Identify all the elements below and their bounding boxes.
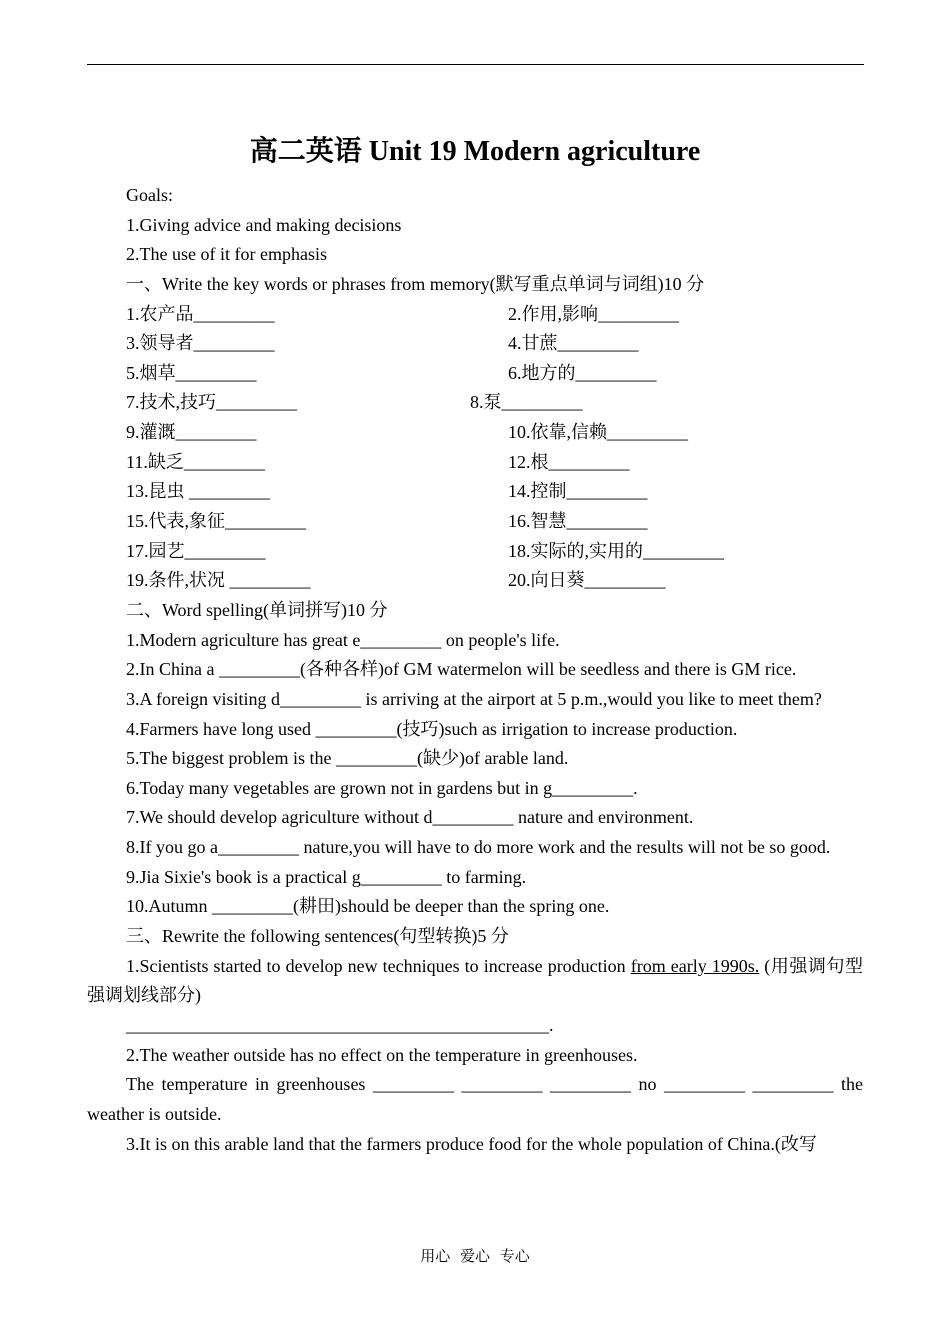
header-rule bbox=[87, 64, 864, 65]
vocab-item: 1.农产品_________ bbox=[126, 303, 275, 324]
spelling-item: 1.Modern agriculture has great e_________ on people's life. bbox=[126, 629, 560, 650]
section3-heading: 三、Rewrite the following sentences(句型转换)5 分 bbox=[126, 926, 509, 947]
vocab-item: 13.昆虫 _________ bbox=[126, 481, 270, 502]
document-body bbox=[87, 181, 863, 1159]
vocab-item: 16.智慧_________ bbox=[508, 511, 648, 532]
spelling-item: 9.Jia Sixie's book is a practical g_________ to farming. bbox=[126, 866, 527, 887]
vocab-item: 15.代表,象征_________ bbox=[126, 511, 306, 532]
section1-heading: 一、Write the key words or phrases from memory(默写重点单词与词组)10 分 bbox=[126, 273, 705, 294]
vocab-item: 17.园艺_________ bbox=[126, 540, 266, 561]
vocab-item: 7.技术,技巧_________ bbox=[126, 392, 297, 413]
vocab-item: 20.向日葵_________ bbox=[508, 570, 666, 591]
vocab-item: 4.甘蔗_________ bbox=[508, 333, 639, 354]
underlined-phrase: from early 1990s. bbox=[630, 955, 760, 976]
vocab-item: 2.作用,影响_________ bbox=[508, 303, 679, 324]
spelling-item: 2.In China a _________(各种各样)of GM watermelon will be seedless and there is GM rice. bbox=[126, 659, 797, 680]
rewrite-text: 1.Scientists started to develop new techniques to increase production bbox=[126, 955, 631, 976]
vocab-row bbox=[87, 388, 863, 418]
vocab-item: 11.缺乏_________ bbox=[126, 451, 265, 472]
spelling-item: 10.Autumn _________(耕田)should be deeper than the spring one. bbox=[126, 896, 610, 917]
rewrite-item bbox=[87, 952, 863, 1011]
vocab-item: 14.控制_________ bbox=[508, 481, 648, 502]
vocab-row bbox=[87, 329, 863, 359]
goal-item: 1.Giving advice and making decisions bbox=[126, 214, 402, 235]
vocab-row bbox=[87, 507, 863, 537]
vocab-row bbox=[87, 300, 863, 330]
answer-blank: _______________________________________________. bbox=[126, 1015, 554, 1035]
vocab-row bbox=[87, 359, 863, 389]
vocab-row bbox=[87, 448, 863, 478]
vocab-row bbox=[87, 537, 863, 567]
spelling-item: 5.The biggest problem is the _________(缺少)of arable land. bbox=[126, 748, 569, 769]
rewrite-item: 2.The weather outside has no effect on the temperature in greenhouses. bbox=[126, 1044, 638, 1065]
vocab-item: 6.地方的_________ bbox=[508, 362, 657, 383]
rewrite-instruction: (用强调句型强调划线部分) bbox=[87, 955, 863, 1006]
vocab-item: 3.领导者_________ bbox=[126, 333, 275, 354]
spelling-item: 4.Farmers have long used _________(技巧)such as irrigation to increase production. bbox=[126, 718, 738, 739]
vocab-row bbox=[87, 418, 863, 448]
spelling-item: 6.Today many vegetables are grown not in gardens but in g_________. bbox=[126, 777, 638, 798]
page-title: 高二英语 Unit 19 Modern agriculture bbox=[249, 136, 701, 167]
spelling-item: 3.A foreign visiting d_________ is arriving at the airport at 5 p.m.,would you like to meet them? bbox=[126, 688, 822, 709]
rewrite-answer: The temperature in greenhouses _________ _________ _________ no _________ _________ the weather is outside. bbox=[87, 1074, 863, 1124]
goals-heading: Goals: bbox=[126, 185, 173, 205]
goal-item: 2.The use of it for emphasis bbox=[126, 244, 327, 265]
vocab-item: 12.根_________ bbox=[508, 451, 630, 472]
page-footer: 用心 爱心 专心 bbox=[420, 1249, 530, 1265]
section2-heading: 二、Word spelling(单词拼写)10 分 bbox=[126, 599, 388, 620]
vocab-item: 10.依靠,信赖_________ bbox=[508, 422, 688, 443]
vocab-item: 18.实际的,实用的_________ bbox=[508, 540, 724, 561]
vocab-item: 8.泵_________ bbox=[470, 392, 583, 413]
vocab-item: 5.烟草_________ bbox=[126, 362, 257, 383]
spelling-item: 8.If you go a_________ nature,you will have to do more work and the results will not be so good. bbox=[126, 837, 831, 858]
vocab-item: 9.灌溉_________ bbox=[126, 422, 257, 443]
rewrite-item: 3.It is on this arable land that the farmers produce food for the whole population of China.(改写 bbox=[126, 1133, 817, 1154]
vocab-row bbox=[87, 477, 863, 507]
vocab-row bbox=[87, 566, 863, 596]
spelling-item: 7.We should develop agriculture without d_________ nature and environment. bbox=[126, 807, 694, 828]
vocab-item: 19.条件,状况 _________ bbox=[126, 570, 311, 591]
